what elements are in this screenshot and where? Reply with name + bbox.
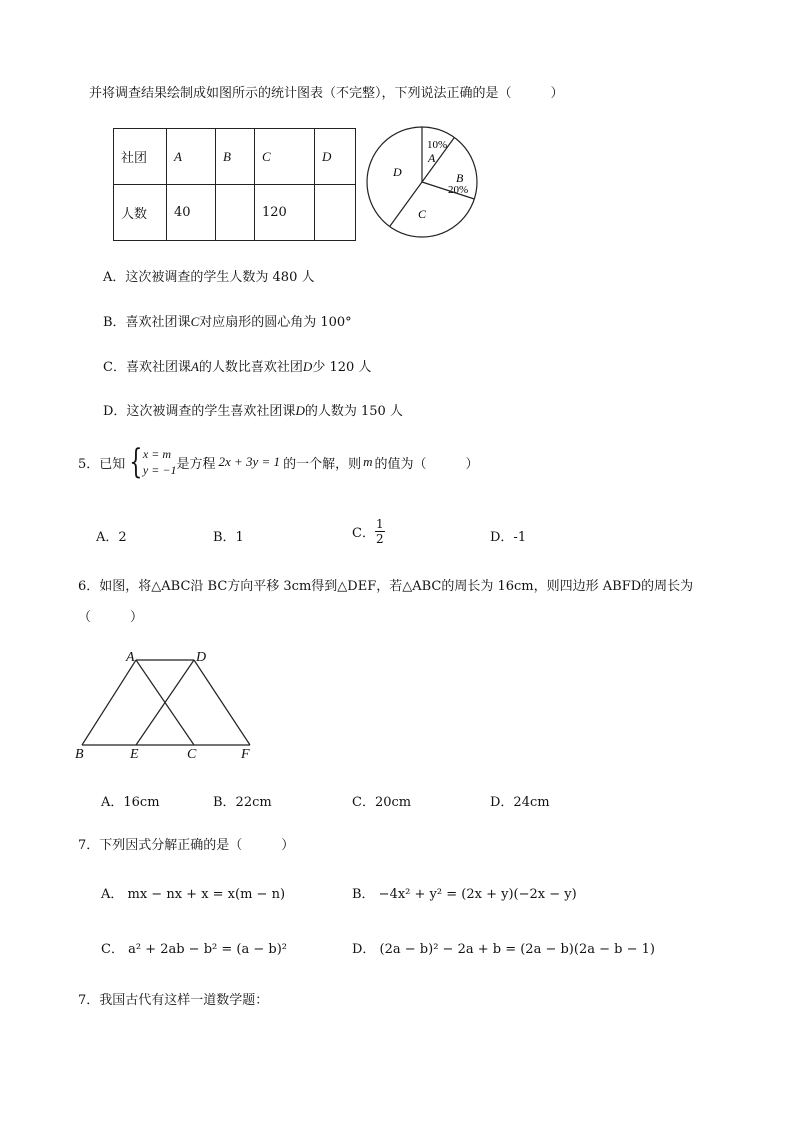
pie-label-c: C [418,207,427,221]
option-var: D [295,403,305,418]
table-cell: 人数 [114,185,167,241]
q5-option-c[interactable] [352,518,385,545]
pie-chart [364,124,480,240]
option-text: 的人数比喜欢社团 [198,360,303,375]
system-line-2: y = −1 [142,463,177,477]
q5-question [78,442,479,482]
table-cell: 120 [255,185,315,241]
q6-option-b[interactable]: B．22cm [213,795,272,810]
equation-system [143,446,177,478]
point-label-b: B [75,747,84,762]
q7-option-c[interactable]: C． a² + 2ab − b² = (a − b)² [101,942,287,957]
brace-icon: { [129,442,143,482]
q5-equation: 2x + 3y = 1 [218,454,281,469]
pie-label-b-percent: 20% [448,184,469,196]
option-text: B．喜欢社团课 [103,315,191,330]
table-cell: C [255,129,315,185]
pie-label-a: A [428,151,436,165]
q5-lead: 5．已知 [78,456,126,472]
q7-question: 7．下列因式分解正确的是（ ） [78,838,295,853]
q5-option-b[interactable]: B．1 [213,530,244,545]
table-cell [216,185,255,241]
q4-option-b[interactable] [103,311,352,330]
table-cell [315,185,356,241]
q6-question-line1: 6．如图，将△ABC沿 BC方向平移 3cm得到△DEF，若△ABC的周长为 16cm，则四边形 ABFD的周长为 [78,579,694,594]
table-row-header [114,129,356,185]
pie-label-a-percent: 10% [427,139,448,151]
table-cell: D [315,129,356,185]
table-row-data [114,185,356,241]
q5-tail: 的值为（ ） [374,456,479,472]
q4-option-d[interactable] [103,400,403,419]
line-df [194,660,250,745]
q5-option-d[interactable]: D．-1 [490,530,527,545]
q7-option-d[interactable]: D． (2a − b)² − 2a + b = (2a − b)(2a − b − 1) [352,942,655,957]
q7-option-a[interactable]: A． mx − nx + x = x(m − n) [101,887,286,902]
q6-option-a[interactable]: A．16cm [101,795,160,810]
fraction-numerator: 1 [375,517,384,531]
intro-text: 并将调查结果绘制成如图所示的统计图表（不完整），下列说法正确的是（ ） [89,86,564,101]
point-label-d: D [196,650,207,665]
q6-question-line2: （ ） [78,610,144,625]
q7-option-b[interactable]: B． −4x² + y² = (2x + y)(−2x − y) [352,887,577,902]
option-var: A [190,359,199,374]
fraction-denominator: 2 [375,532,384,546]
point-label-e: E [130,747,139,762]
point-label-a: A [126,650,135,665]
q5-var: m [363,454,373,469]
q5-mid: 是方程 [176,456,216,472]
table-cell: 40 [167,185,216,241]
q5-option-a[interactable]: A．2 [96,530,127,545]
option-text: 对应扇形的圆心角为 100° [199,315,352,330]
q4-option-c[interactable] [103,356,371,375]
pie-label-d: D [393,165,402,179]
q6-option-c[interactable]: C．20cm [352,795,412,810]
option-text: D．这次被调查的学生喜欢社团课 [103,404,296,419]
parallelogram-figure [70,645,270,765]
option-var: D [302,359,313,374]
option-text: 的人数为 150 人 [304,404,403,419]
option-var: C [190,314,200,329]
option-text: A．这次被调查的学生人数为 480 人 [103,270,315,285]
point-label-c: C [187,747,197,762]
point-label-f: F [241,747,250,762]
survey-table [113,128,356,241]
q5-mid2: 的一个解，则 [283,456,362,472]
q4-option-a[interactable] [103,266,314,285]
q8-question: 7．我国古代有这样一道数学题： [78,993,269,1008]
table-cell: A [167,129,216,185]
option-text: C． [352,526,375,541]
q6-option-d[interactable]: D．24cm [490,795,550,810]
system-line-1: x = m [142,447,172,461]
table-cell: B [216,129,255,185]
fraction [375,518,385,545]
pie-label-b: B [456,171,464,185]
option-text: 少 120 人 [312,360,372,375]
table-cell: 社团 [114,129,167,185]
option-text: C．喜欢社团课 [103,360,191,375]
line-ab [82,660,136,745]
